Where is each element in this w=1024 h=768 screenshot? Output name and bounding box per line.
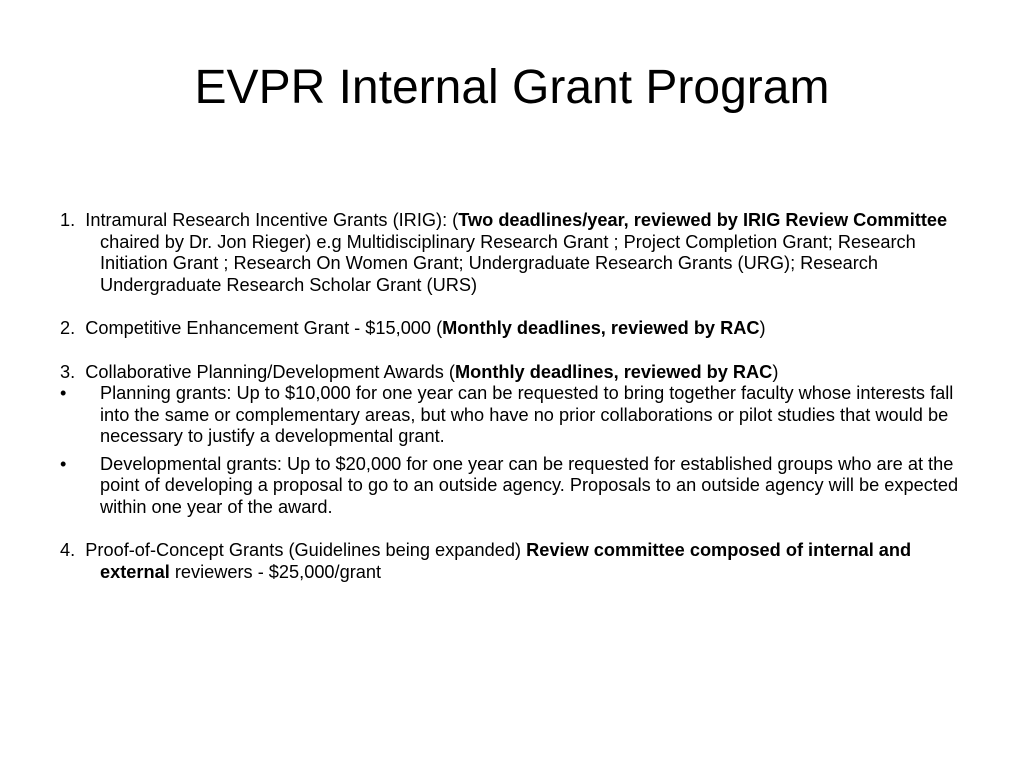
item-text: Proof-of-Concept Grants (Guidelines being expanded) [85, 540, 527, 560]
bullet-developmental-grants [60, 454, 980, 519]
item-bold-text: Two deadlines/year, reviewed by IRIG Review Committee [458, 210, 948, 230]
item-text: reviewers - $25,000/grant [169, 561, 382, 582]
item-number: 2. [60, 318, 76, 338]
slide-body [60, 210, 980, 583]
item-text: ) [772, 361, 779, 382]
item-bold-text: Review committee composed of internal and external [100, 540, 912, 582]
item-text: Developmental grants: Up to $20,000 for one year can be requested for established groups who are at the point of developing a proposal to go to an outside agency. Proposals to an outside agency will be expected within one year of the award. [100, 453, 959, 517]
item-text: Collaborative Planning/Development Awards ( [85, 361, 455, 382]
item-text: Intramural Research Incentive Grants (IRIG): ( [85, 210, 459, 230]
slide-title: EVPR Internal Grant Program [194, 61, 830, 114]
list-item-irig [60, 210, 980, 296]
item-text: ) [759, 318, 766, 338]
item-bold-text: Monthly deadlines, reviewed by RAC [454, 361, 773, 382]
item-number: 3. [60, 361, 76, 382]
bullet-planning-grants [60, 383, 980, 448]
item-text: Planning grants: Up to $10,000 for one year can be requested to bring together faculty whose interests fall into the same or complementary areas, but who have no prior collaborations or pilot studies that would be necessary to justify a developmental grant. [100, 383, 954, 446]
item-text: chaired by Dr. Jon Rieger) e.g Multidisciplinary Research Grant ; Project Completion Grant; Research Initiation Grant ; Research On Women Grant; Undergraduate Research Grants (URG); Research Undergraduate Research Scholar Grant (URS) [100, 231, 916, 295]
list-item-collaborative-planning [60, 362, 980, 384]
item-number: 1. [60, 210, 76, 230]
item-number: 4. [60, 540, 76, 560]
list-item-competitive-enhancement [60, 318, 980, 340]
item-text: Competitive Enhancement Grant - $15,000 ( [85, 318, 443, 338]
bullet-icon: • [60, 453, 67, 474]
item-bold-text: Monthly deadlines, reviewed by RAC [442, 318, 760, 338]
bullet-icon: • [60, 383, 67, 403]
list-item-proof-of-concept [60, 540, 980, 583]
